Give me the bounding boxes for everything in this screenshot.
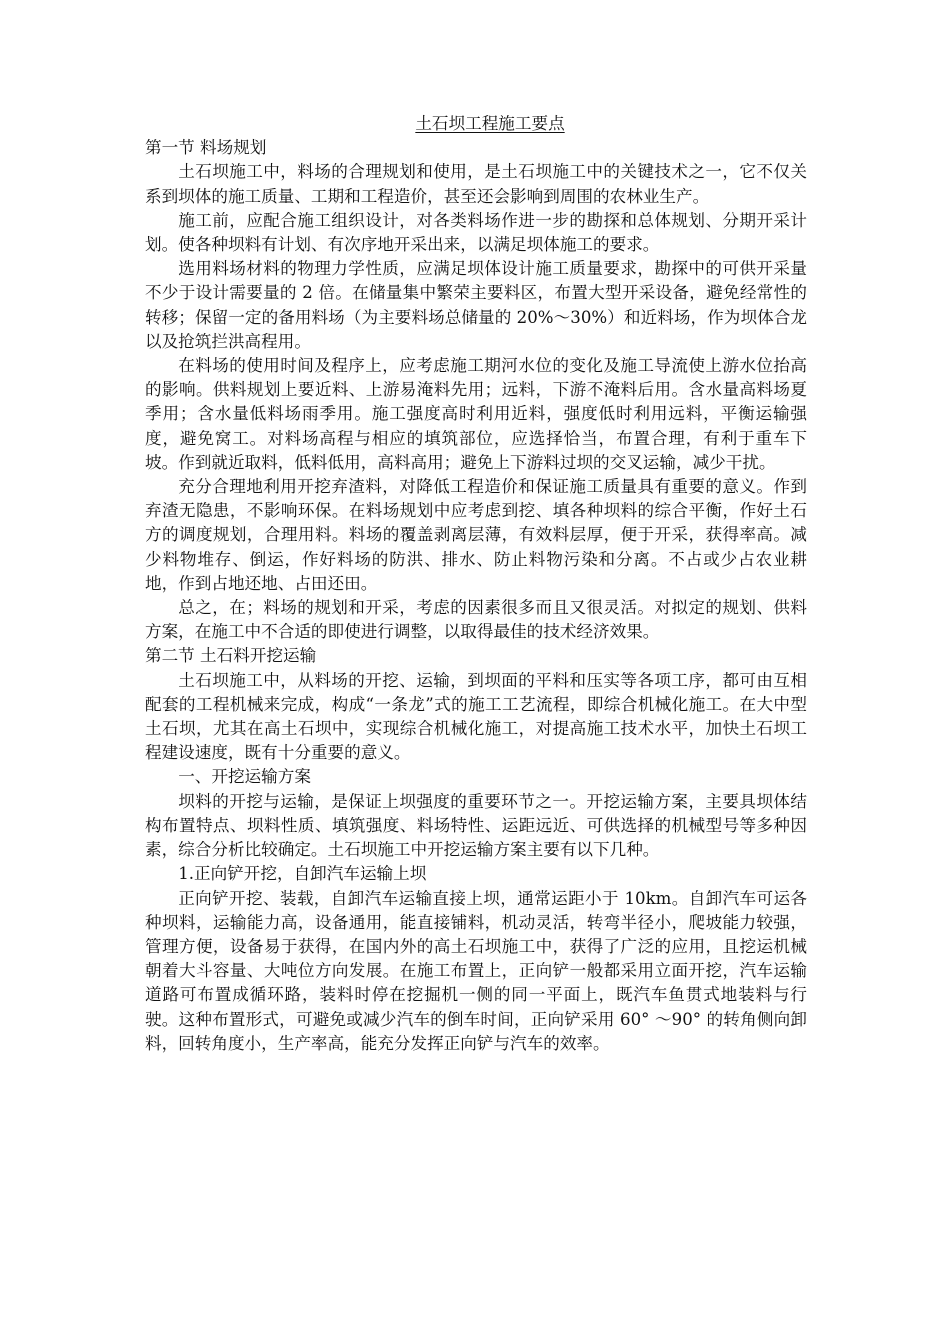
subsection-1-heading: 一、开挖运输方案 — [178, 767, 311, 787]
subsection-1-paragraph: 坝料的开挖与运输，是保证上坝强度的重要环节之一。开挖运输方案，主要具坝体结构布置特点、坝料性质、填筑强度、料场特性、运距远近、可供选择的机械型号等多种因素，综合分析比较确定。土石坝施工中开挖运输方案主要有以下几种。 — [145, 791, 807, 860]
section-1-paragraph-4: 在料场的使用时间及程序上，应考虑施工期河水位的变化及施工导流使上游水位抬高的影响。供料规划上要近料、上游易淹料先用；远料，下游不淹料后用。含水量高料场夏季用；含水量低料场雨季用。施工强度高时利用近料，强度低时利用远料，平衡运输强度，避免窝工。对料场高程与相应的填筑部位，应选择恰当，布置合理，有利于重车下坡。作到就近取料，低料低用，高料高用；避免上下游料过坝的交叉运输，减少干扰。 — [145, 356, 807, 472]
section-1-heading: 第一节 料场规划 — [145, 138, 267, 158]
section-1-paragraph-2: 施工前，应配合施工组织设计，对各类料场作进一步的勘探和总体规划、分期开采计划。使各种坝料有计划、有次序地开采出来，以满足坝体施工的要求。 — [145, 210, 807, 255]
item-1-heading: 1.正向铲开挖，自卸汽车运输上坝 — [178, 864, 427, 884]
section-1-paragraph-1: 土石坝施工中，料场的合理规划和使用，是土石坝施工中的关键技术之一，它不仅关系到坝体的施工质量、工期和工程造价，甚至还会影响到周围的农林业生产。 — [145, 162, 807, 206]
document-page — [145, 112, 807, 1056]
section-1-paragraph-6: 总之，在；料场的规划和开采，考虑的因素很多而且又很灵活。对拟定的规划、供料方案，在施工中不合适的即使进行调整，以取得最佳的技术经济效果。 — [145, 598, 807, 642]
section-1-paragraph-5: 充分合理地利用开挖弃渣料，对降低工程造价和保证施工质量具有重要的意义。作到弃渣无隐患，不影响环保。在料场规划中应考虑到挖、填各种坝料的综合平衡，作好土石方的调度规划，合理用料。料场的覆盖剥离层薄，有效料层厚，便于开采，获得率高。减少料物堆存、倒运，作好料场的防洪、排水、防止料物污染和分离。不占或少占农业耕地，作到占地还地、占田还田。 — [145, 477, 807, 593]
item-1-paragraph: 正向铲开挖、装载，自卸汽车运输直接上坝，通常运距小于 10km。自卸汽车可运各种坝料，运输能力高，设备通用，能直接铺料，机动灵活，转弯半径小，爬坡能力较强，管理方便，设备易于获得，在国内外的高土石坝施工中，获得了广泛的应用，且挖运机械朝着大斗容量、大吨位方向发展。在施工布置上，正向铲一般都采用立面开挖，汽车运输道路可布置成循环路，装料时停在挖掘机一侧的同一平面上，既汽车鱼贯式地装料与行驶。这种布置形式，可避免或减少汽车的倒车时间，正向铲采用 60° ～90° 的转角侧向卸料，回转角度小，生产率高，能充分发挥正向铲与汽车的效率。 — [145, 888, 807, 1053]
section-2-heading: 第二节 土石料开挖运输 — [145, 646, 317, 666]
section-1-paragraph-3: 选用料场材料的物理力学性质，应满足坝体设计施工质量要求，勘探中的可供开采量不少于设计需要量的 2 倍。在储量集中繁荣主要料区，布置大型开采设备，避免经常性的转移；保留一定的备用料场（为主要料场总储量的 20%～30%）和近料场，作为坝体合龙以及抢筑拦洪高程用。 — [145, 259, 807, 351]
section-2-intro: 土石坝施工中，从料场的开挖、运输，到坝面的平料和压实等各项工序，都可由互相配套的工程机械来完成，构成“一条龙”式的施工工艺流程，即综合机械化施工。在大中型土石坝，尤其在高土石坝中，实现综合机械化施工，对提高施工技术水平，加快土石坝工程建设速度，既有十分重要的意义。 — [145, 670, 807, 763]
document-title: 土石坝工程施工要点 — [415, 114, 565, 133]
